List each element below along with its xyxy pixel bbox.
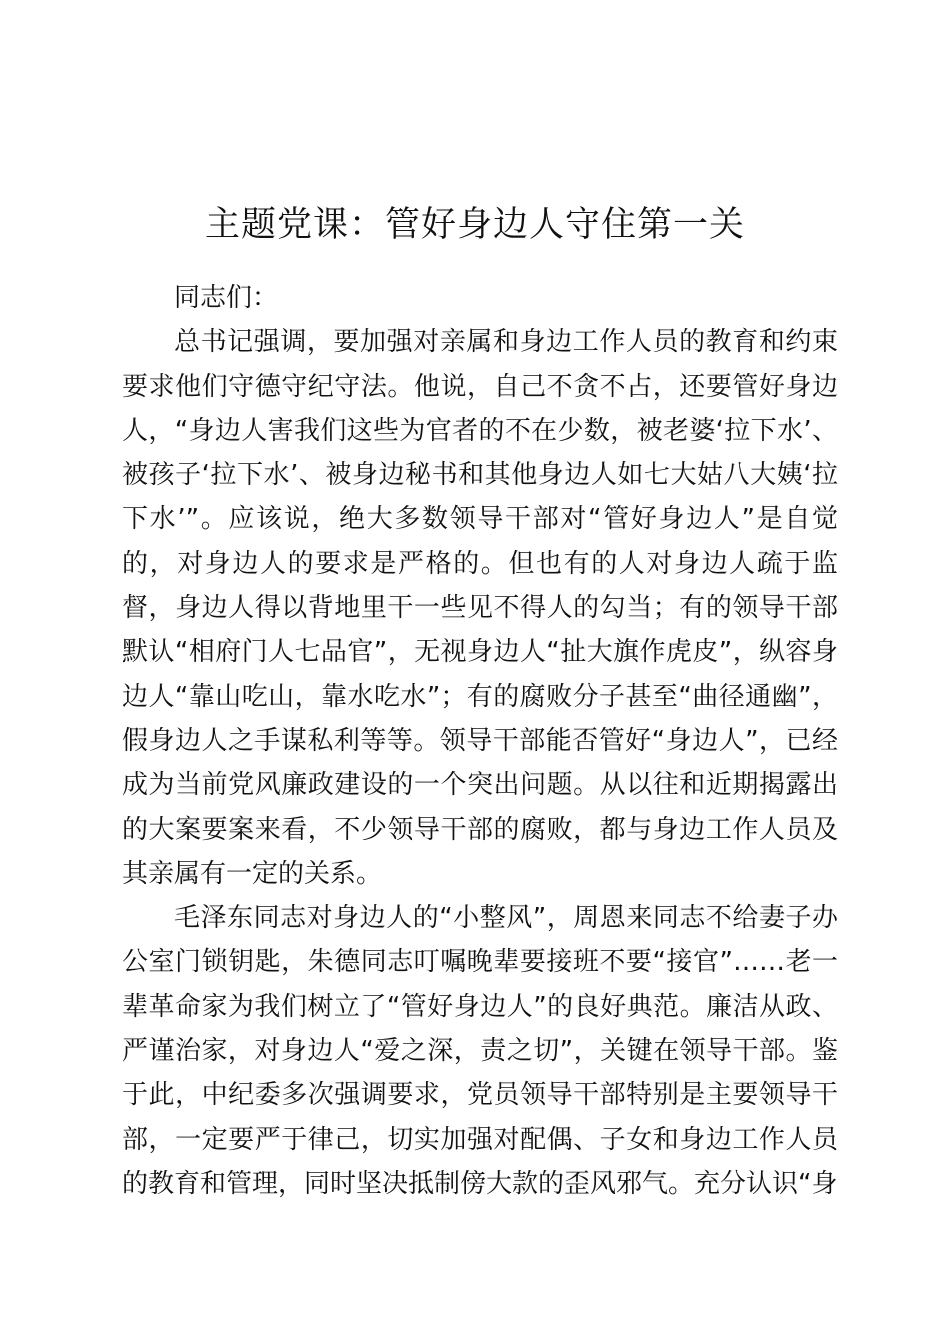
paragraph-2: 毛泽东同志对身边人的“小整风”，周恩来同志不给妻子办公室门锁钥匙，朱德同志叮嘱晚辈要接班不要“接官”……老一辈革命家为我们树立了“管好身边人”的良好典范。廉洁从政、严谨治家，对身边人“爱之深，责之切”，关键在领导干部。鉴于此，中纪委多次强调要求，党员领导干部特别是主要领导干部，一定要严于律己，切实加强对配偶、子女和身边工作人员的教育和管理，同时坚决抵制傍大款的歪风邪气。充分认识“身 <box>122 903 838 1199</box>
document-title: 主题党课：管好身边人守住第一关 <box>204 205 745 245</box>
salutation: 同志们： <box>174 283 279 313</box>
document-body <box>122 276 838 1206</box>
paragraph-1: 总书记强调，要加强对亲属和身边工作人员的教育和约束要求他们守德守纪守法。他说，自己不贪不占，还要管好身边人，“身边人害我们这些为官者的不在少数，被老婆‘拉下水’、被孩子‘拉下水’、被身边秘书和其他身边人如七大姑八大姨‘拉下水’”。应该说，绝大多数领导干部对“管好身边人”是自觉的，对身边人的要求是严格的。但也有的人对身边人疏于监督，身边人得以背地里干一些见不得人的勾当；有的领导干部默认“相府门人七品官”，无视身边人“扯大旗作虎皮”，纵容身边人“靠山吃山，靠水吃水”；有的腐败分子甚至“曲径通幽”，假身边人之手谋私利等等。领导干部能否管好“身边人”，已经成为当前党风廉政建设的一个突出问题。从以往和近期揭露出的大案要案来看，不少领导干部的腐败，都与身边工作人员及其亲属有一定的关系。 <box>122 327 838 889</box>
